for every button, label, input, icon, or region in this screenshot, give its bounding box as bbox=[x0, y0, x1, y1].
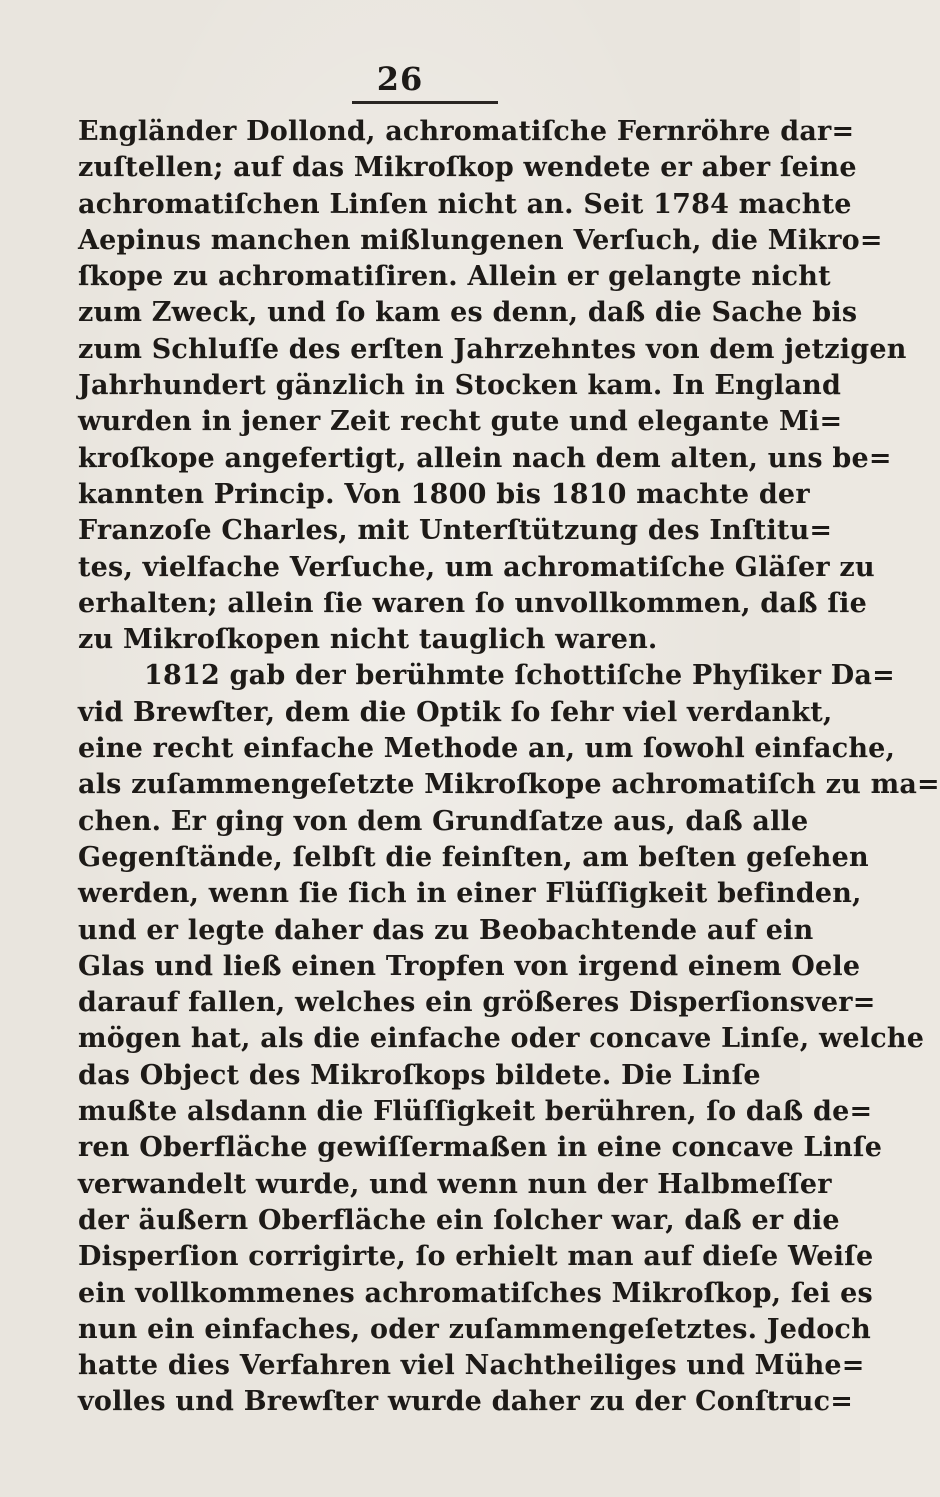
text-line: erhalten; allein ſie waren ſo unvollkommen, daß ſie bbox=[78, 587, 868, 619]
text-line: als zuſammengeſetzte Mikroſkope achromatiſch zu ma= bbox=[78, 769, 940, 801]
text-line-paragraph-start: 1812 gab der berühmte ſchottiſche Phyſiker Da= bbox=[144, 660, 895, 692]
text-line: darauf fallen, welches ein größeres Disperſionsver= bbox=[78, 987, 876, 1019]
text-line: kannten Princip. Von 1800 bis 1810 machte der bbox=[78, 478, 810, 510]
text-line: ren Oberfläche gewiſſermaßen in eine concave Linſe bbox=[78, 1132, 883, 1164]
text-line: ein vollkommenes achromatiſches Mikroſkop, ſei es bbox=[78, 1277, 873, 1309]
text-line: das Object des Mikroſkops bildete. Die Linſe bbox=[78, 1059, 761, 1091]
text-line: nun ein einfaches, oder zuſammengeſetztes. Jedoch bbox=[78, 1313, 871, 1345]
text-line: Disperſion corrigirte, ſo erhielt man auf dieſe Weiſe bbox=[78, 1241, 874, 1273]
page-number: 26 bbox=[376, 60, 424, 98]
text-line: Gegenſtände, ſelbſt die feinſten, am beſten geſehen bbox=[78, 841, 869, 873]
text-line: kroſkope angefertigt, allein nach dem alten, uns be= bbox=[78, 442, 892, 474]
text-line: eine recht einfache Methode an, um ſowohl einfache, bbox=[78, 733, 896, 765]
text-line: verwandelt wurde, und wenn nun der Halbmeſſer bbox=[78, 1168, 832, 1200]
text-line: wurden in jener Zeit recht gute und elegante Mi= bbox=[78, 406, 843, 438]
page-number-rule bbox=[352, 101, 498, 104]
text-line: Glas und ließ einen Tropfen von irgend einem Oele bbox=[78, 950, 861, 982]
text-line: volles und Brewſter wurde daher zu der Conſtruc= bbox=[78, 1386, 854, 1418]
text-line: mußte alsdann die Flüſſigkeit berühren, ſo daß de= bbox=[78, 1096, 873, 1128]
text-line: Engländer Dollond, achromatiſche Fernröhre dar= bbox=[78, 116, 855, 147]
text-line: chen. Er ging von dem Grundſatze aus, daß alle bbox=[78, 805, 809, 837]
text-line: und er legte daher das zu Beobachtende auf ein bbox=[78, 914, 814, 946]
text-line: Franzoſe Charles, mit Unterſtützung des Inſtitu= bbox=[78, 515, 833, 547]
text-line-paragraph-end: zu Mikroſkopen nicht tauglich waren. bbox=[78, 624, 658, 656]
text-line: ſkope zu achromatiſiren. Allein er gelangte nicht bbox=[78, 261, 831, 293]
text-line: achromatiſchen Linſen nicht an. Seit 1784 machte bbox=[78, 188, 852, 220]
text-line: mögen hat, als die einfache oder concave Linſe, welche bbox=[78, 1023, 925, 1055]
text-line: Jahrhundert gänzlich in Stocken kam. In England bbox=[78, 370, 842, 402]
text-line: zuſtellen; auf das Mikroſkop wendete er aber ſeine bbox=[78, 152, 857, 184]
text-line: tes, vielfache Verſuche, um achromatiſche Gläſer zu bbox=[78, 551, 875, 583]
text-line: vid Brewſter, dem die Optik ſo ſehr viel verdankt, bbox=[78, 696, 833, 728]
text-line: hatte dies Verfahren viel Nachtheiliges und Mühe= bbox=[78, 1350, 865, 1382]
body-text bbox=[78, 114, 940, 1421]
text-line: der äußern Oberfläche ein ſolcher war, daß er die bbox=[78, 1204, 840, 1236]
text-line: zum Zweck, und ſo kam es denn, daß die Sache bis bbox=[78, 297, 858, 329]
text-line: Aepinus manchen mißlungenen Verſuch, die Mikro= bbox=[78, 224, 883, 256]
text-line: zum Schluſſe des erſten Jahrzehntes von dem jetzigen bbox=[78, 333, 907, 365]
text-line: werden, wenn ſie ſich in einer Flüſſigkeit befinden, bbox=[78, 878, 862, 910]
